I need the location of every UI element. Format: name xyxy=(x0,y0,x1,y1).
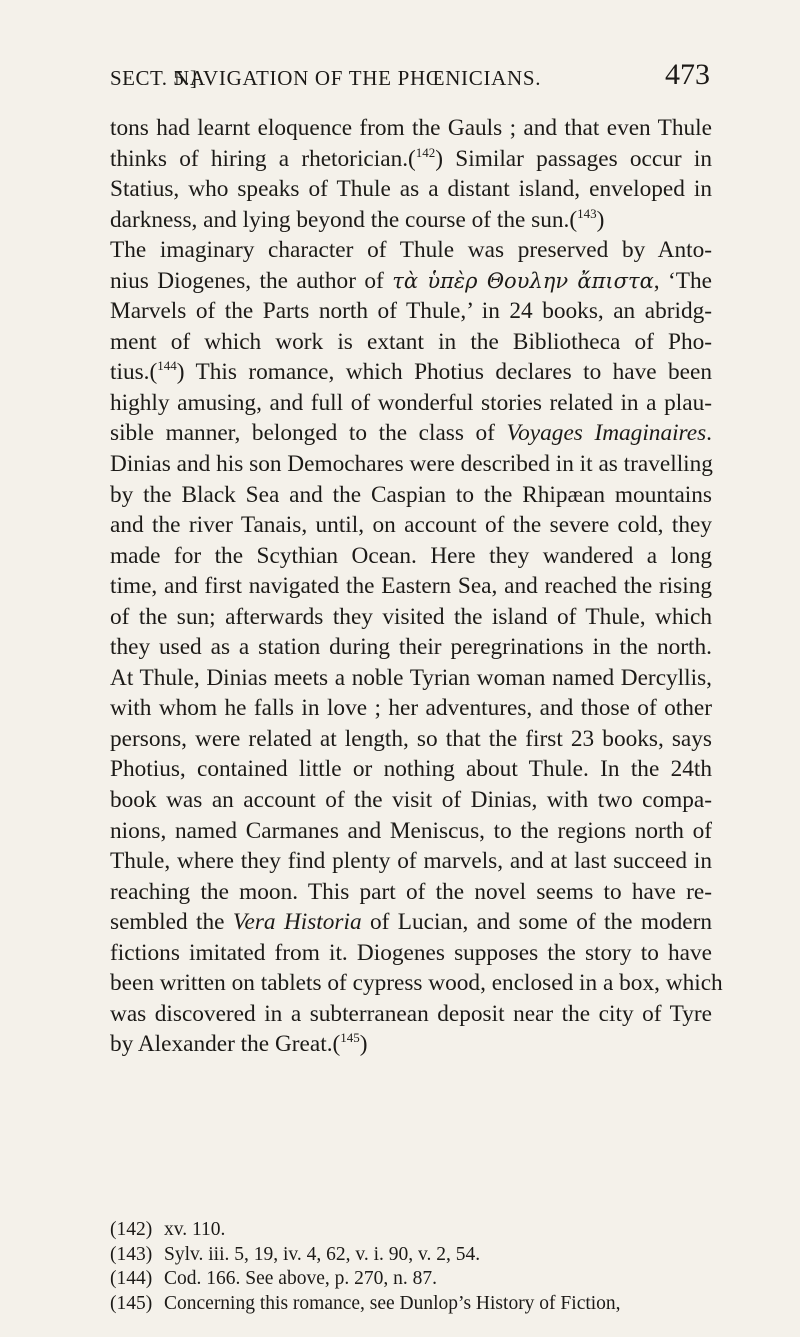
footnote-text: Concerning this romance, see Dunlop’s History of Fiction, xyxy=(164,1292,621,1314)
footnote xyxy=(110,1243,712,1268)
text-line: and the river Tanais, until, on account of the severe cold, they xyxy=(110,512,712,539)
footnote-mark: (143) xyxy=(110,1243,153,1265)
footnote-text: Sylv. iii. 5, 19, iv. 4, 62, v. i. 90, v. 2, 54. xyxy=(164,1243,481,1265)
footnote-ref: 142 xyxy=(415,144,436,160)
text-line: been written on tablets of cypress wood, enclosed in a box, which xyxy=(110,970,723,997)
text-line: Statius, who speaks of Thule as a distant island, enveloped in xyxy=(110,176,712,203)
text-line: The imaginary character of Thule was preserved by Anto- xyxy=(110,237,712,264)
footnote xyxy=(110,1267,712,1292)
text-line: sible manner, belonged to the class of Voyages Imaginaires. xyxy=(110,420,712,447)
text-line: ment of which work is extant in the Bibliotheca of Pho- xyxy=(110,328,712,355)
text-line: nius Diogenes, the author of τὰ ὑπὲρ Θουλην ἄπιστα, ‘The xyxy=(110,267,712,294)
footnote-mark: (145) xyxy=(110,1292,153,1314)
text-line: of the sun; afterwards they visited the island of Thule, which xyxy=(110,603,712,630)
footnote-ref: 143 xyxy=(577,205,597,221)
text-line: tons had learnt eloquence from the Gauls ; and that even Thule xyxy=(110,115,712,141)
text-line: by the Black Sea and the Caspian to the Rhipæan mountains xyxy=(110,481,712,508)
footnote-text: xv. 110. xyxy=(164,1219,226,1240)
text-line: At Thule, Dinias meets a noble Tyrian woman named Dercyllis, xyxy=(110,664,712,691)
text-line: tius.($^{144}$) This romance, which Photius declares to have been xyxy=(110,358,712,386)
greek-title: τὰ ὑπὲρ Θουλην ἄπιστα xyxy=(392,268,654,293)
text-line: Dinias and his son Demochares were described in it as travelling xyxy=(110,451,713,478)
text-line: by Alexander the Great.($^{145}$) xyxy=(110,1030,368,1058)
text-line: Thule, where they find plenty of marvels, and at last succeed in xyxy=(110,848,712,875)
body-paragraph xyxy=(110,113,723,1060)
text-line: reaching the moon. This part of the novel seems to have re- xyxy=(110,878,712,905)
text-line: persons, were related at length, so that the first 23 books, says xyxy=(110,725,712,752)
footnote-mark: (142) xyxy=(110,1219,153,1240)
text-line: was discovered in a subterranean deposit near the city of Tyre xyxy=(110,1000,712,1027)
text-line: thinks of hiring a rhetorician.($^{142}$) Similar passages occur in xyxy=(110,144,712,172)
text-line: sembled the Vera Historia of Lucian, and some of the modern xyxy=(110,909,713,936)
running-header xyxy=(110,58,710,102)
text-line: Marvels of the Parts north of Thule,’ in 24 books, an abridg- xyxy=(110,298,712,325)
page-number: 473 xyxy=(665,58,710,91)
italic-title: Voyages Imaginaires xyxy=(506,420,707,447)
text-line: with whom he falls in love ; her adventures, and those of other xyxy=(110,695,712,722)
footnote-ref: 144 xyxy=(157,358,177,374)
text-line: they used as a station during their peregrinations in the north. xyxy=(110,634,712,661)
text-line: Photius, contained little or nothing about Thule. In the 24th xyxy=(110,756,712,783)
text-line: fictions imitated from it. Diogenes supposes the story to have xyxy=(110,939,712,966)
text-line: highly amusing, and full of wonderful stories related in a plau- xyxy=(110,389,712,416)
text-line: nions, named Carmanes and Meniscus, to the regions north of xyxy=(110,817,712,844)
footnote-mark: (144) xyxy=(110,1268,153,1290)
text-line: darkness, and lying beyond the course of the sun.($^{143}$) xyxy=(110,205,605,233)
footnote xyxy=(110,1218,712,1243)
footnotes xyxy=(110,1218,712,1316)
footnote-ref: 145 xyxy=(340,1030,360,1046)
text-line: time, and first navigated the Eastern Sea, and reached the rising xyxy=(110,573,712,600)
section-label: SECT. 5.] xyxy=(110,66,198,90)
chapter-title: NAVIGATION OF THE PHŒNICIANS. xyxy=(174,66,542,90)
text-line: book was an account of the visit of Dinias, with two compa- xyxy=(110,787,712,814)
footnote xyxy=(110,1292,712,1317)
footnote-text: Cod. 166. See above, p. 270, n. 87. xyxy=(164,1268,437,1290)
text-line: made for the Scythian Ocean. Here they wandered a long xyxy=(110,542,712,569)
italic-title: Vera Historia xyxy=(232,909,362,936)
